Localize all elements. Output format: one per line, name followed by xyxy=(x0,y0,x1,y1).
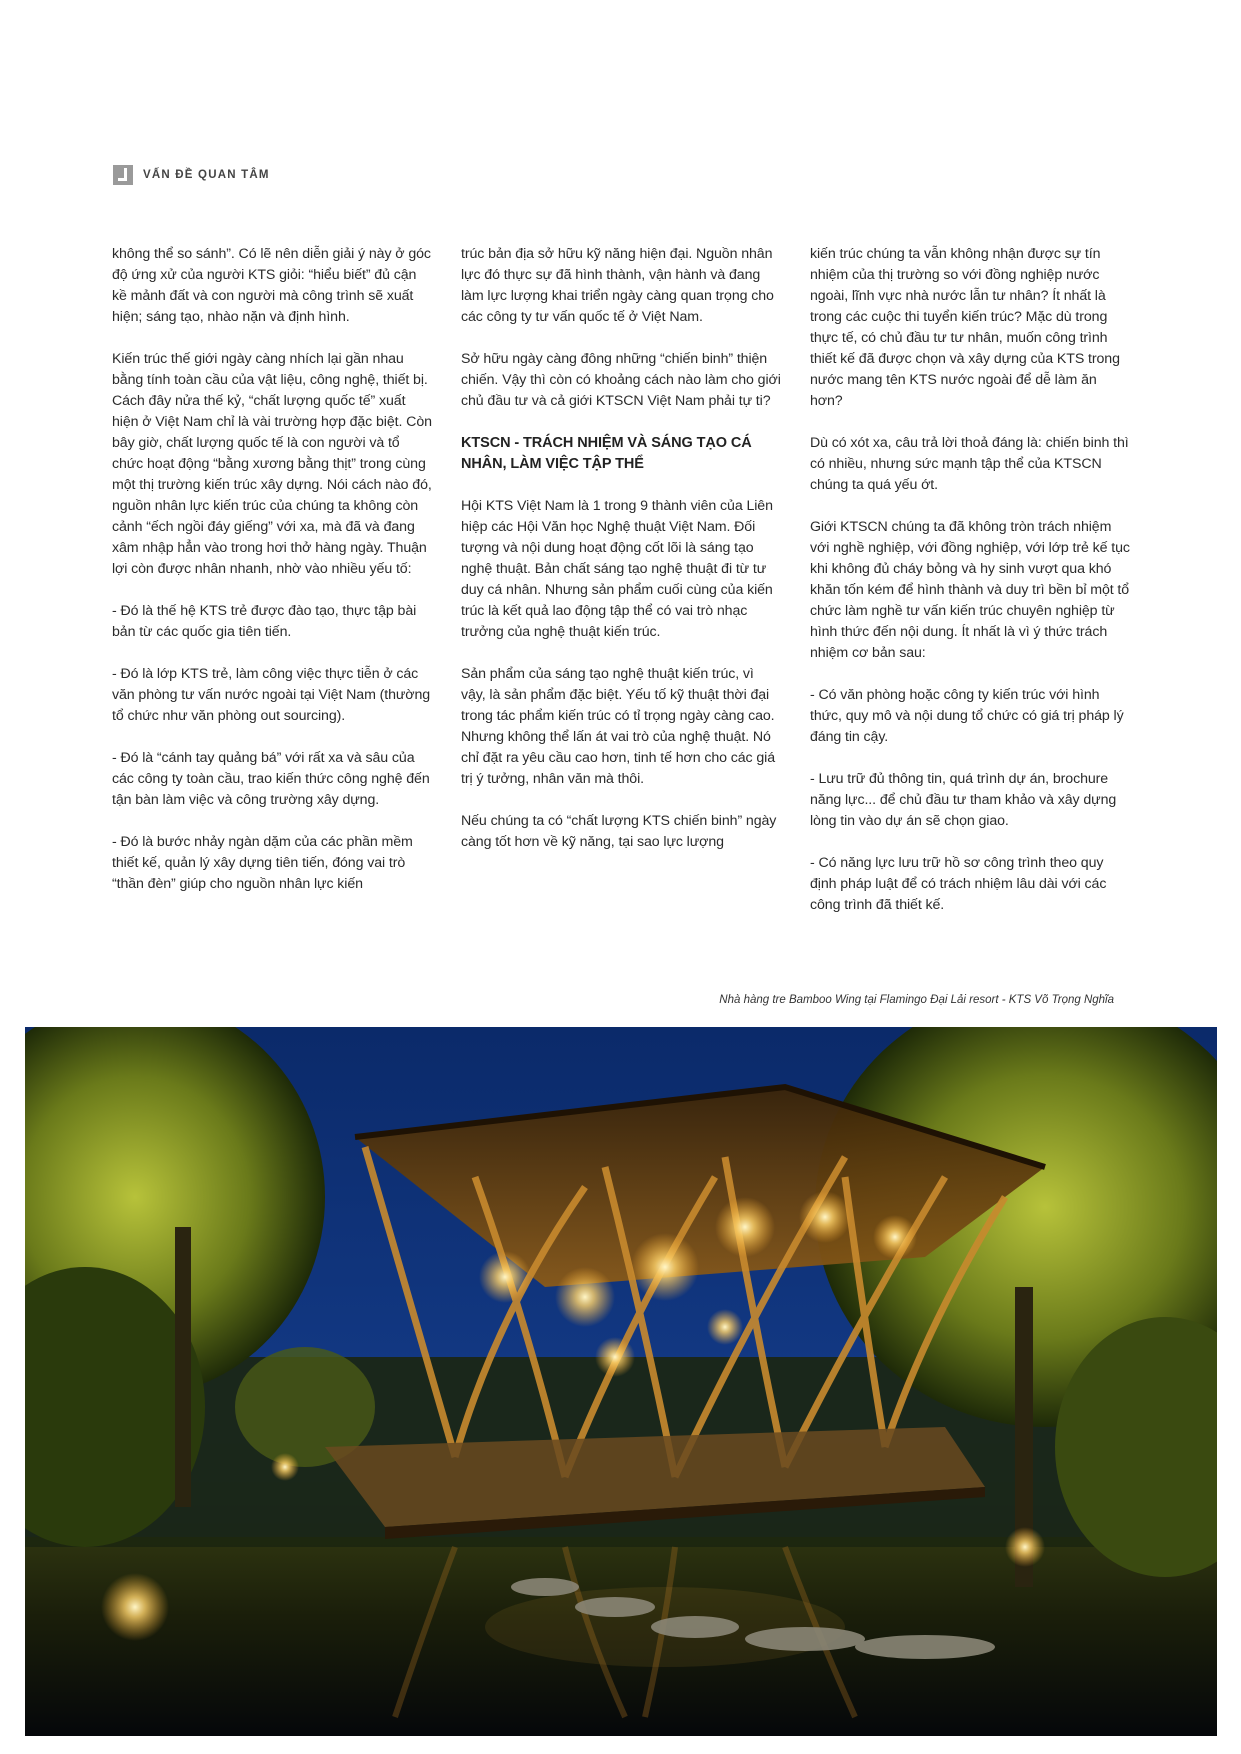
article-column-3 xyxy=(810,244,1130,937)
bamboo-pavilion-illustration xyxy=(25,1027,1217,1736)
paragraph: - Đó là “cánh tay quảng bá” với rất xa và sâu của các công ty toàn cầu, trao kiến thức công nghệ đến tận bàn làm việc và công trường xây dựng. xyxy=(112,750,430,808)
paragraph: kiến trúc chúng ta vẫn không nhận được sự tín nhiệm của thị trường so với đồng nghiệp nước ngoài, lĩnh vực nhà nước lẫn tư nhân? Ít nhất là trong các cuộc thi tuyển kiến trúc? Mặc dù trong thực tế, có chủ đầu tư tư nhân, muốn công trình thiết kế đã được chọn và xây dựng của KTS trong nước mang tên KTS nước ngoài để dễ làm ăn hơn? xyxy=(810,246,1120,409)
paragraph: - Đó là thế hệ KTS trẻ được đào tạo, thực tập bài bản từ các quốc gia tiên tiến. xyxy=(112,603,417,640)
paragraph: Giới KTSCN chúng ta đã không tròn trách nhiệm với nghề nghiệp, với đồng nghiệp, với lớp trẻ kế tục khi không đủ cháy bỏng và hy sinh vượt qua khó khăn tốn kém để hình thành và duy trì bền bỉ một tổ chức làm nghề tư vấn kiến trúc chuyên nghiệp từ hình thức đến nội dung. Ít nhất là vì ý thức trách nhiệm cơ bản sau: xyxy=(810,519,1130,661)
paragraph: Sở hữu ngày càng đông những “chiến binh” thiện chiến. Vậy thì còn có khoảng cách nào làm cho giới chủ đầu tư và cả giới KTSCN Việt Nam phải tự ti? xyxy=(461,351,781,409)
paragraph: - Có văn phòng hoặc công ty kiến trúc với hình thức, quy mô và nội dung tổ chức có giá trị pháp lý đáng tin cậy. xyxy=(810,687,1124,745)
paragraph: - Đó là bước nhảy ngàn dặm của các phần mềm thiết kế, quản lý xây dựng tiên tiến, đóng vai trò “thần đèn” giúp cho nguồn nhân lực kiến xyxy=(112,834,413,892)
paragraph: - Lưu trữ đủ thông tin, quá trình dự án, brochure năng lực... để chủ đầu tư tham khảo và xây dựng lòng tin vào dự án sẽ chọn giao. xyxy=(810,771,1117,829)
photo-caption: Nhà hàng tre Bamboo Wing tại Flamingo Đại Lải resort - KTS Võ Trọng Nghĩa xyxy=(719,994,1114,1006)
paragraph: Hội KTS Việt Nam là 1 trong 9 thành viên của Liên hiệp các Hội Văn học Nghệ thuật Việt Nam. Đối tượng và nội dung hoạt động cốt lõi là sáng tạo nghệ thuật. Bản chất sáng tạo nghệ thuật đi từ tư duy cá nhân. Nhưng sản phẩm cuối cùng của kiến trúc là kết quả lao động tập thể có vai trò nhạc trưởng của nghệ thuật kiến trúc. xyxy=(461,498,773,640)
paragraph: Nếu chúng ta có “chất lượng KTS chiến binh” ngày càng tốt hơn về kỹ năng, tại sao lực lượng xyxy=(461,813,777,850)
section-heading: KTSCN - TRÁCH NHIỆM VÀ SÁNG TẠO CÁ NHÂN, LÀM VIỆC TẬP THỂ xyxy=(461,435,752,472)
section-marker-icon xyxy=(113,165,133,185)
paragraph: Dù có xót xa, câu trả lời thoả đáng là: chiến binh thì có nhiều, nhưng sức mạnh tập thể của KTSCN chúng ta quá yếu ớt. xyxy=(810,435,1129,493)
paragraph: trúc bản địa sở hữu kỹ năng hiện đại. Nguồn nhân lực đó thực sự đã hình thành, vận hành và đang làm lực lượng khai triển ngày càng quan trọng cho các công ty tư vấn quốc tế ở Việt Nam. xyxy=(461,246,774,325)
paragraph: không thể so sánh”. Có lẽ nên diễn giải ý này ở góc độ ứng xử của người KTS giỏi: “hiểu biết” đủ cận kề mảnh đất và con người mà công trình sẽ xuất hiện; sáng tạo, nhào nặn và định hình. xyxy=(112,246,431,325)
section-header xyxy=(113,164,270,186)
article-column-2 xyxy=(461,244,781,874)
paragraph: - Có năng lực lưu trữ hồ sơ công trình theo quy định pháp luật để có trách nhiệm lâu dài với các công trình đã thiết kế. xyxy=(810,855,1107,913)
section-title: VẤN ĐỀ QUAN TÂM xyxy=(143,169,270,181)
paragraph: - Đó là lớp KTS trẻ, làm công việc thực tiễn ở các văn phòng tư vấn nước ngoài tại Việt Nam (thường tổ chức như văn phòng out sourcing). xyxy=(112,666,431,724)
article-column-1 xyxy=(112,244,432,916)
paragraph: Kiến trúc thế giới ngày càng nhích lại gần nhau bằng tính toàn cầu của vật liệu, công nghệ, thiết bị. Cách đây nửa thế kỷ, “chất lượng quốc tế” xuất hiện ở Việt Nam chỉ là vài trường hợp đặc biệt. Còn bây giờ, chất lượng quốc tế là con người và tổ chức hoạt động “bằng xương bằng thịt” trong cùng một thị trường kiến trúc xây dựng. Nói cách nào đó, nguồn nhân lực kiến trúc của chúng ta không còn cảnh “ếch ngồi đáy giếng” với xa, mà đã và đang xâm nhập hẳn vào trong hơi thở hàng ngày. Thuận lợi còn được nhân nhanh, nhờ vào nhiều yếu tố: xyxy=(112,351,432,577)
paragraph: Sản phẩm của sáng tạo nghệ thuật kiến trúc, vì vậy, là sản phẩm đặc biệt. Yếu tố kỹ thuật thời đại trong tác phẩm kiến trúc có tỉ trọng ngày càng cao. Nhưng không thể lấn át vai trò của nghệ thuật. Nó chỉ đặt ra yêu cầu cao hơn, tinh tế hơn cho các giá trị ý tưởng, nhân văn mà thôi. xyxy=(461,666,776,787)
bamboo-pavilion-photo xyxy=(25,1027,1217,1736)
